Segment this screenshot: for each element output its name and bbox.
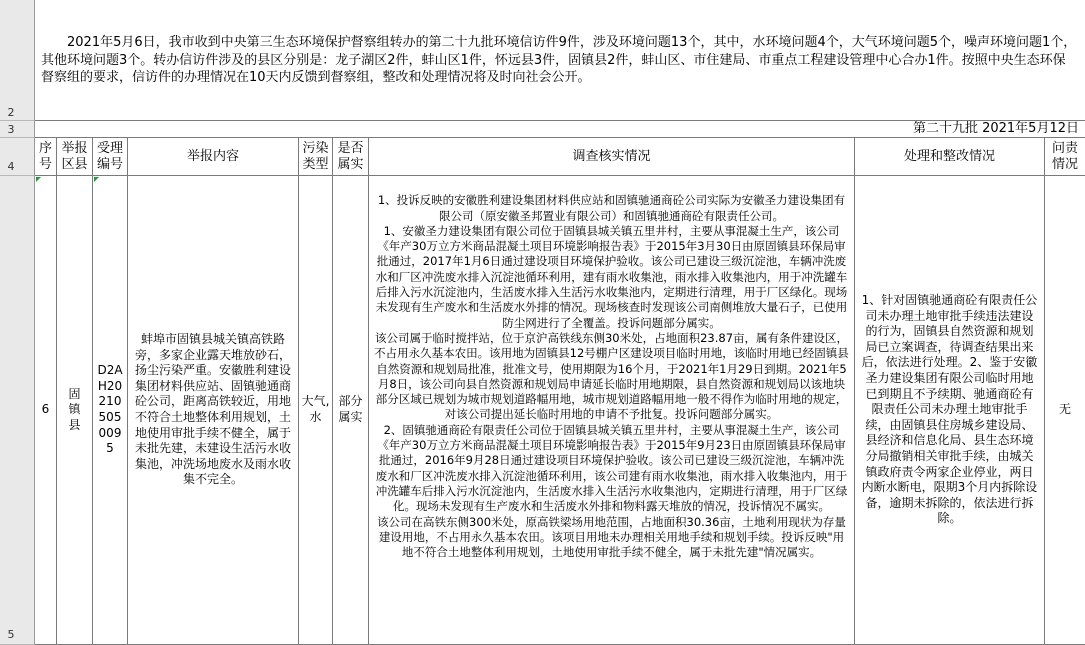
batch-cell[interactable] xyxy=(35,121,1085,138)
verified-value: 部分属实 xyxy=(338,394,363,424)
header-case-id[interactable] xyxy=(93,138,128,176)
cell-handling[interactable] xyxy=(855,176,1045,645)
header-investigation-label: 调查核实情况 xyxy=(572,148,651,164)
cell-district[interactable] xyxy=(57,176,93,645)
district-value: 固镇县 xyxy=(68,386,81,432)
row-header-3[interactable] xyxy=(0,121,35,138)
cell-verified[interactable] xyxy=(333,176,369,645)
cell-seq[interactable] xyxy=(35,176,57,645)
header-content[interactable] xyxy=(128,138,299,176)
seq-value: 6 xyxy=(41,402,50,417)
cell-pollution-type[interactable] xyxy=(299,176,333,645)
row-number: 5 xyxy=(7,628,15,641)
pollution-type-value: 大气,水 xyxy=(301,394,330,424)
row-header-2[interactable] xyxy=(0,0,35,121)
case-id-value: D2AH20210505009 5 xyxy=(97,363,123,456)
header-pollution-type[interactable] xyxy=(299,138,333,176)
header-pollution-type-label: 污染类型 xyxy=(302,140,329,172)
header-verified[interactable] xyxy=(333,138,369,176)
header-accountability[interactable] xyxy=(1045,138,1085,176)
header-district-label: 举报区县 xyxy=(61,140,88,172)
intro-text: 2021年5月6日，我市收到中央第三生态环境保护督察组转办的第二十九批环境信访件9件，涉及环境问题13个，其中，水环境问题4个，大气环境问题5个，噪声环境问题1个，其他环境问题3个。转办信访件涉及的县区分别是：龙子湖区2件，蚌山区1件，怀远县3件，固镇县2件，蚌山区、市住建局、市重点工程建设管理中心合办1件。按照中央生态环保督察组的要求，信访件的办理情况在10天内反馈到督察组，整改和处理情况将及时向社会公开。 xyxy=(41,35,1077,85)
header-handling[interactable] xyxy=(855,138,1045,176)
intro-cell[interactable] xyxy=(35,0,1085,121)
accountability-value: 无 xyxy=(1058,402,1071,417)
cell-content[interactable] xyxy=(128,176,299,645)
row-header-4[interactable] xyxy=(0,138,35,176)
row-number: 2 xyxy=(7,106,15,119)
content-value: 蚌埠市固镇县城关镇高铁路旁，多家企业露天堆放砂石，扬尘污染严重。安徽胜利建设集团材料供应站、固镇驰通商砼公司，距离高铁较近，用地不符合土地整体利用规划，土地使用审批手续不健全，属于未批先建，未建设生活污水收集池，冲洗场地废水及雨水收集不完全。 xyxy=(134,332,291,487)
cell-accountability[interactable] xyxy=(1045,176,1085,645)
error-indicator-icon xyxy=(94,177,99,182)
error-indicator-icon xyxy=(36,177,41,182)
row-number: 3 xyxy=(7,123,15,136)
header-handling-label: 处理和整改情况 xyxy=(903,148,995,164)
cell-investigation[interactable] xyxy=(369,176,855,645)
row-number: 4 xyxy=(7,160,15,173)
header-seq-label: 序号 xyxy=(38,140,52,172)
header-investigation[interactable] xyxy=(369,138,855,176)
investigation-value: 1、投诉反映的安徽胜利建设集团材料供应站和固镇驰通商砼公司实际为安徽圣力建设集团有限公司（原安徽圣邦置业有限公司）和固镇驰通商砼有限责任公司。 1、安徽圣力建设集团有限公司位于固镇县城关镇五里井村，主要从事混凝土生产，该公司《年产30万立方米商品混凝土项目环境影响报告表》于2015年3月30日由原固镇县环保局审批通过，2017年1月6日通过建设项目环境保护验收。该公司已建设三级沉淀池，车辆冲洗废水和厂区冲洗废水排入沉淀池循环利用，建有雨水收集池，雨水排入收集池内，用于冲洗罐车后排入污水沉淀池内，生活废水排入生活污水收集池内，定期进行清理，用于厂区绿化。现场未发现有生产废水和生活废水外排的情况。现场核查时发现该公司南侧堆放大量石子，已使用防尘网进行了全覆盖。投诉问题部分属实。 该公司属于临时搅拌站，位于京沪高铁线东侧30米处，占地面积23.87亩，属有条件建设区，不占用永久基本农田。该用地为固镇县12号棚户区建设项目临时用地，该临时用地已经固镇县自然资源和规划局批准，批准文号，使用期限为16个月，于2021年1月29日到期。2021年5月8日，该公司向县自然资源和规划局申请延长临时用地期限，县自然资源和规划局以该地块部分区域已规划为城市规划道路幅用地，城市规划道路幅用地一般不得作为临时用地的规定，对该公司提出延长临时用地的申请不予批复。投诉问题部分属实。 2、固镇驰通商砼有限责任公司位于固镇县城关镇五里井村，主要从事混凝土生产，该公司《年产30万立方米商品混凝土项目环境影响报告表》于2015年9月23日由原固镇县环保局审批通过，2016年9月28日通过建设项目环境保护验收。该公司已建设三级沉淀池，车辆冲洗废水和厂区冲洗废水排入沉淀池循环利用，该公司建有雨水收集池，雨水排入收集池内，用于冲洗罐车后排入污水沉淀池内，生活废水排入生活污水收集池内，定期进行清理，用于厂区绿化。现场未发现有生产废水和生活废水外排和物料露天堆放的情况，投诉情况不属实。 该公司在高铁东侧300米处，原高铁梁场用地范围，占地面积30.36亩，土地利用现状为存量建设用地，不占用永久基本农田。该项目用地未办理相关用地手续和规划手续。投诉反映"用地不符合土地整体利用规划，土地使用审批手续不健全，属于未批先建"情况属实。 xyxy=(374,193,849,560)
batch-label: 第二十九批 2021年5月12日 xyxy=(912,121,1079,136)
header-verified-label: 是否属实 xyxy=(337,140,364,172)
header-content-label: 举报内容 xyxy=(186,148,239,164)
header-district[interactable] xyxy=(57,138,93,176)
row-header-5[interactable] xyxy=(0,176,35,645)
header-accountability-label: 问责情况 xyxy=(1051,140,1078,172)
header-seq[interactable] xyxy=(35,138,57,176)
cell-case-id[interactable] xyxy=(93,176,128,645)
handling-value: 1、针对固镇驰通商砼有限责任公司未办理土地审批手续违法建设的行为，固镇县自然资源和规划局已立案调查，待调查结果出来后，依法进行处理。2、鉴于安徽圣力建设集团有限公司临时用地已到期且不予续期、驰通商砼有限责任公司未办理土地审批手续，由固镇县住房城乡建设局、县经济和信息化局、县生态环境分局撤销相关审批手续，由城关镇政府责令两家企业停业，两日内断水断电，限期3个月内拆除设备，逾期未拆除的，依法进行拆除。 xyxy=(861,293,1038,526)
header-case-id-label: 受理编号 xyxy=(96,140,123,172)
